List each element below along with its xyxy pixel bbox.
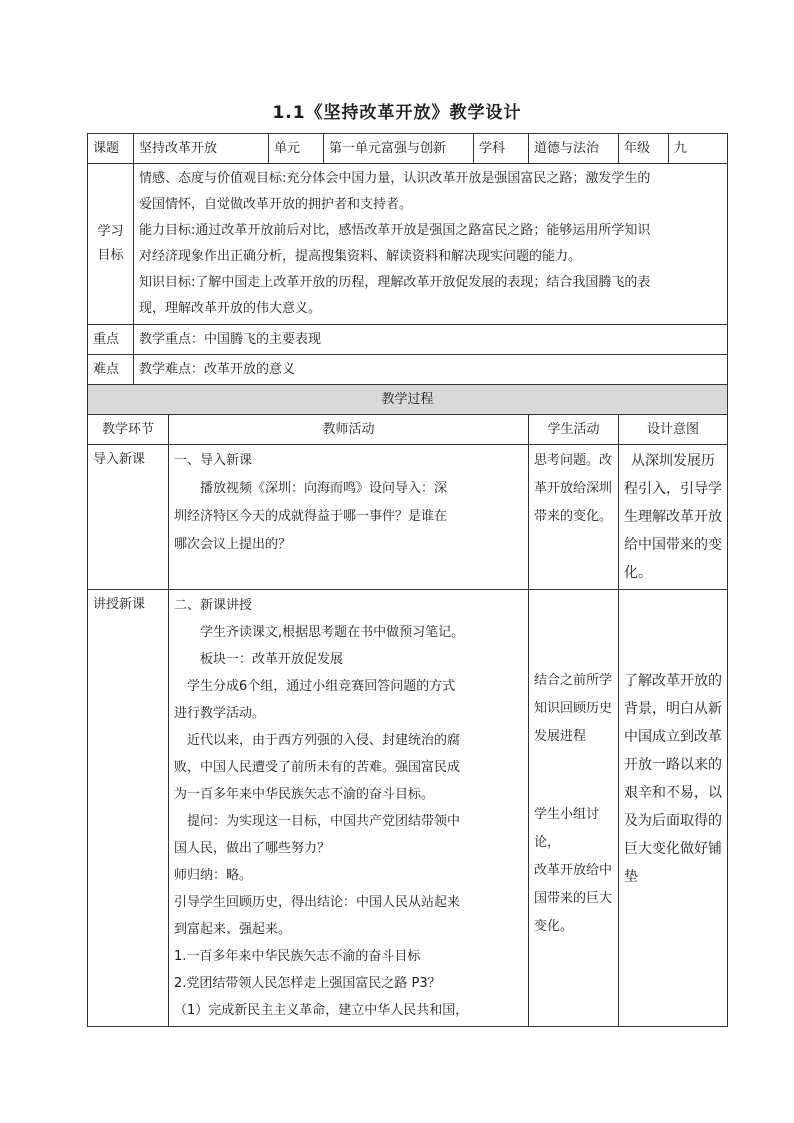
- teacher-line: 败，中国人民遭受了前所未有的苦难。强国富民成: [174, 760, 461, 775]
- intent-line: 开放一路以来的: [624, 757, 723, 773]
- process-row-intro: [88, 445, 728, 590]
- teacher-line: 引导学生回顾历史，得出结论：中国人民从站起来: [174, 895, 461, 910]
- objectives-label-line: 目标: [97, 248, 124, 263]
- teacher-line: 师归纳：略。: [174, 868, 253, 883]
- student-activity-cell: [529, 590, 619, 1027]
- col-teacher-header: 教师活动: [169, 415, 529, 445]
- process-title-row: [88, 385, 728, 415]
- intent-line: 中国成立到改革: [624, 729, 723, 745]
- key-point-label: 重点: [88, 325, 134, 355]
- teacher-line: 近代以来，由于西方列强的入侵、封建统治的腐: [187, 733, 461, 748]
- process-title: 教学过程: [88, 385, 728, 415]
- process-column-headers: [88, 415, 728, 445]
- student-line: 带来的变化。: [534, 509, 613, 524]
- teacher-line: （1）完成新民主主义革命，建立中华人民共和国，: [174, 1003, 469, 1018]
- difficulty-row: [88, 355, 728, 385]
- student-line: 改革开放给中: [534, 863, 613, 878]
- student-line: 发展进程: [534, 729, 587, 744]
- student-line: 国带来的巨大: [534, 891, 613, 906]
- objectives-line: 爱国情怀，自觉做改革开放的拥护者和支持者。: [139, 197, 413, 212]
- teacher-line: 板块一：改革开放促发展: [200, 652, 344, 667]
- topic-label: 课题: [88, 134, 134, 164]
- intent-line: 程引入，引导学: [624, 481, 723, 497]
- unit-label: 单元: [269, 134, 324, 164]
- student-activity-cell: [529, 445, 619, 590]
- unit-value: 第一单元富强与创新: [324, 134, 474, 164]
- col-student-header: 学生活动: [529, 415, 619, 445]
- lesson-plan-table: [87, 133, 728, 1027]
- objectives-line: 知识目标:了解中国走上改革开放的历程，理解改革开放促发展的表现；结合我国腾飞的表: [139, 275, 651, 290]
- objectives-line: 对经济现象作出正确分析，提高搜集资料、解读资料和解决现实问题的能力。: [139, 249, 582, 264]
- teacher-line: 哪次会议上提出的？: [174, 537, 292, 552]
- intent-line: 生理解改革开放: [624, 509, 723, 525]
- intent-line: 了解改革开放的: [624, 673, 723, 689]
- student-line: 革开放给深圳: [534, 481, 613, 496]
- teacher-line: 播放视频《深圳：向海而鸣》设问导入：深: [200, 481, 448, 496]
- intent-line: 巨大变化做好铺: [624, 841, 723, 857]
- objectives-line: 现，理解改革开放的伟大意义。: [139, 301, 322, 316]
- teacher-line: 进行教学活动。: [174, 706, 266, 721]
- teacher-line: 到富起来、强起来。: [174, 922, 292, 937]
- difficulty-label: 难点: [88, 355, 134, 385]
- teacher-line: 提问：为实现这一目标，中国共产党团结带领中: [187, 814, 461, 829]
- student-line: 学生小组讨论，: [534, 807, 600, 850]
- key-point-text: 教学重点：中国腾飞的主要表现: [134, 325, 728, 355]
- intent-line: 化。: [624, 565, 653, 581]
- intent-line: 背景，明白从新: [624, 701, 723, 717]
- intent-line: 垫: [624, 869, 639, 885]
- objectives-line: 情感、态度与价值观目标:充分体会中国力量，认识改革开放是强国富民之路；激发学生的: [139, 171, 651, 186]
- difficulty-text: 教学难点：改革开放的意义: [134, 355, 728, 385]
- intent-line: 给中国带来的变: [624, 537, 723, 553]
- teacher-line: 二、新课讲授: [174, 598, 253, 613]
- col-stage-header: 教学环节: [88, 415, 169, 445]
- teacher-line: 学生分成6个组，通过小组竞赛回答问题的方式: [187, 679, 456, 694]
- grade-value: 九: [669, 134, 728, 164]
- teacher-line: 一、导入新课: [174, 453, 253, 468]
- student-line: 知识回顾历史: [534, 701, 613, 716]
- teacher-line: 国人民，做出了哪些努力？: [174, 841, 331, 856]
- document-title: 1.1《坚持改革开放》教学设计: [272, 103, 522, 123]
- student-line: 思考问题。改: [534, 453, 613, 468]
- student-line: 结合之前所学: [534, 673, 613, 688]
- col-intent-header: 设计意图: [619, 415, 728, 445]
- grade-label: 年级: [619, 134, 669, 164]
- header-row: [88, 134, 728, 164]
- teacher-line: 圳经济特区今天的成就得益于哪一事件？是谁在: [174, 509, 448, 524]
- stage-cell: 讲授新课: [88, 590, 169, 1027]
- process-row-lecture: [88, 590, 728, 1027]
- student-line: 变化。: [534, 919, 574, 934]
- subject-label: 学科: [474, 134, 529, 164]
- objectives-label-line: 学习: [97, 224, 124, 239]
- teacher-line: 学生齐读课文,根据思考题在书中做预习笔记。: [200, 625, 465, 640]
- objectives-content: [134, 164, 728, 325]
- design-intent-cell: [619, 445, 728, 590]
- intent-line: 及为后面取得的: [624, 813, 723, 829]
- teacher-activity-cell: [169, 445, 529, 590]
- teacher-activity-cell: [169, 590, 529, 1027]
- design-intent-cell: [619, 590, 728, 1027]
- intent-line: 艰辛和不易，以: [624, 785, 723, 801]
- subject-value: 道德与法治: [529, 134, 619, 164]
- objectives-row: [88, 164, 728, 325]
- stage-cell: 导入新课: [88, 445, 169, 590]
- key-point-row: [88, 325, 728, 355]
- topic-value: 坚持改革开放: [134, 134, 269, 164]
- teacher-line: 1.一百多年来中华民族矢志不渝的奋斗目标: [174, 949, 421, 964]
- intent-line: 从深圳发展历: [631, 453, 716, 469]
- objectives-line: 能力目标:通过改革开放前后对比，感悟改革开放是强国之路富民之路；能够运用所学知识: [139, 223, 651, 238]
- teacher-line: 为一百多年来中华民族矢志不渝的奋斗目标。: [174, 787, 435, 802]
- teacher-line: 2.党团结带领人民怎样走上强国富民之路 P3？: [174, 976, 441, 991]
- objectives-label: [88, 164, 134, 325]
